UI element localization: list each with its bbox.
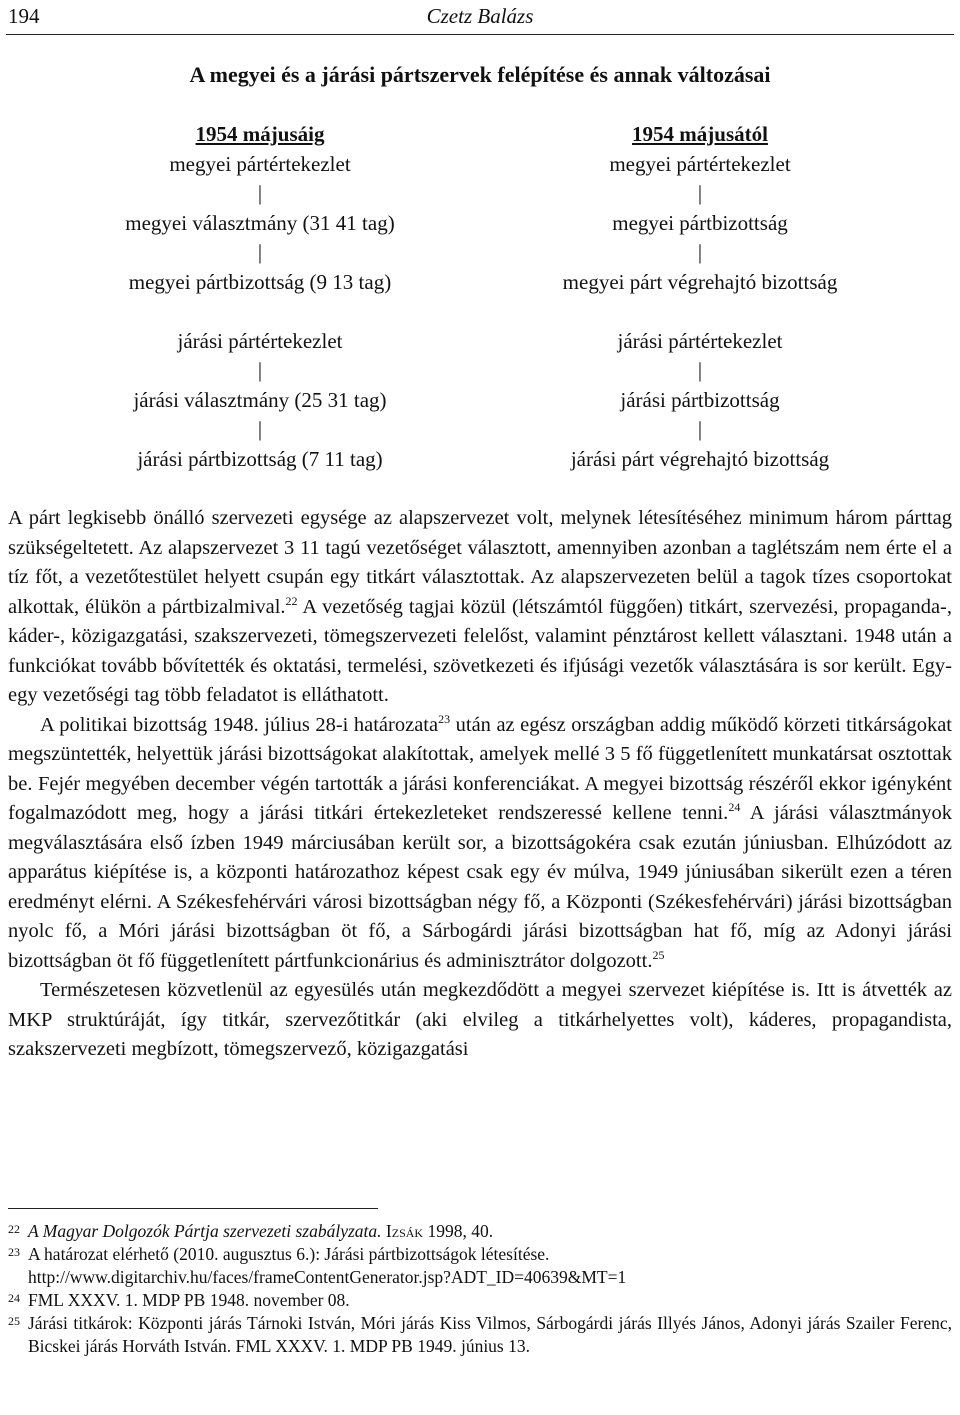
org-node: megyei párt végrehajtó bizottság [562,269,838,294]
page-number: 194 [8,4,40,28]
chart-column-after-1954 [505,120,895,474]
column-heading: 1954 májusától [632,122,768,146]
footnote-text: A határozat elérhető (2010. augusztus 6.): Járási pártbizottságok létesítése. [28,1244,550,1264]
connector-line: | [257,181,263,205]
footnote-ref[interactable]: 25 [652,947,665,962]
chart-gap [505,297,895,327]
org-node: megyei pártértekezlet [169,151,351,176]
org-node: járási választmány (25 31 tag) [133,387,387,412]
footnote-url-link[interactable]: http://www.digitarchiv.hu/faces/frameContentGenerator.jsp?ADT_ID=40639&MT=1 [28,1267,627,1287]
paragraph-text: után az egész országban addig működő körzeti titkárságokat megszüntették, helyettük járási bizottságokat alakítottak, amelyek mellé 3 5 fő függetlenített munkatársat osztottak be. Fejér megyében december végén tartották a járási konferenciákat. A megyei bizottság részéről ekkor igényként fogalmazódott meg, hogy a járási titkári értekezleteket rendszeressé kellene tenni. [8,713,952,824]
footnote-title: A Magyar Dolgozók Pártja szervezeti szabályzata. [28,1221,382,1241]
footnote-author: Izsák [385,1221,424,1241]
footnote-number: 24 [8,1291,20,1305]
footnote-ref[interactable]: 24 [728,800,741,814]
paragraph-text: A vezetőség tagjai közül (létszámtól függően) titkárt, szervezési, propaganda-, káder-, közigazgatási, szakszervezeti, tömegszervezeti felelőst, valamint pénztárost kellett választani. 1948 után a funkciókat tovább bővítették és oktatási, termelési, szövetkezeti és ifjúsági vezetők választására is sor került. Egy-egy vezetőségi tag több feladatot is elláthatott. [8,595,952,706]
org-node: járási pártbizottság [620,387,780,412]
paragraph-2 [8,711,952,977]
connector-line: | [697,358,703,382]
org-node: járási pártértekezlet [177,328,343,353]
chart-column-before-1954 [70,120,450,474]
paragraph-text: A politikai bizottság 1948. július 28-i határozata [40,713,439,736]
footnotes [8,1220,952,1358]
footnote-ref[interactable]: 23 [438,711,451,726]
footnote-24 [8,1289,952,1312]
footnote-23 [8,1243,952,1289]
footnote-number: 25 [8,1314,20,1328]
connector-line: | [257,358,263,382]
org-node: megyei pártbizottság [612,210,788,235]
footnote-number: 23 [8,1245,20,1259]
org-node: megyei pártbizottság (9 13 tag) [128,269,392,294]
connector-line: | [257,417,263,441]
connector-line: | [257,240,263,264]
paragraph-1 [8,504,952,711]
footnote-separator [8,1208,378,1209]
paragraph-text: A járási választmányok megválasztására első ízben 1949 márciusában került sor, a bizottságokéra csak ezután júniusban. Elhúzódott az apparátus kiépítése is, a központi határozathoz képest csak egy év múlva, 1949 júniusában sikerült ezen a téren eredményt elérni. A Székesfehérvári városi bizottságban négy fő, a Központi (Székesfehérvári) járási bizottságban nyolc fő, a Móri járási bizottságban öt fő, a Sárbogárdi járási bizottságban hat fő, míg az Adonyi járási bizottságban öt fő függetlenített pártfunkcionárius és adminisztrátor dolgozott. [8,802,952,972]
footnote-text: Járási titkárok: Központi járás Tárnoki István, Móri járás Kiss Vilmos, Sárbogárdi járás Illyés János, Adonyi járás Szailer Ferenc, Bicskei járás Horváth István. FML XXXV. 1. MDP PB 1949. június 13. [28,1313,952,1356]
org-structure-chart [0,120,960,480]
paragraph-3: Természetesen közvetlenül az egyesülés után megkezdődött a megyei szervezet kiépítése is. Itt is átvették az MKP struktúráját, így titkár, szervezőtitkár (aki elvileg a titkárhelyettes volt), káderes, propagandista, szakszervezeti megbízott, tömegszervező, közigazgatási [8,979,952,1060]
paragraph-text: A párt legkisebb önálló szervezeti egysége az alapszervezet volt, melynek létesítéséhez minimum három párttag szükségeltetett. Az alapszervezet 3 11 tagú vezetőséget választott, amennyiben azonban a taglétszám nem érte el a tíz főt, a vezetőtestület helyett csupán egy titkárt választottak. Az alapszervezeten belül a tagok tízes csoportokat alkottak, élükön a pártbizalmival. [8,507,952,618]
footnote-25 [8,1312,952,1358]
org-node: járási pártbizottság (7 11 tag) [137,446,383,471]
section-title: A megyei és a járási pártszervek felépítése és annak változásai [189,62,771,87]
header-rule [6,34,954,35]
running-head-author: Czetz Balázs [426,4,534,28]
footnote-text: 1998, 40. [423,1221,494,1241]
org-node: járási párt végrehajtó bizottság [570,446,830,471]
column-heading: 1954 májusáig [195,122,325,146]
chart-gap [70,297,450,327]
org-node: megyei pártértekezlet [609,151,791,176]
connector-line: | [697,240,703,264]
connector-line: | [697,417,703,441]
footnote-text: FML XXXV. 1. MDP PB 1948. november 08. [28,1290,350,1310]
body-text [8,504,952,1065]
page-header [6,0,954,32]
footnote-number: 22 [8,1222,20,1236]
org-node: járási pártértekezlet [617,328,783,353]
org-node: megyei választmány (31 41 tag) [125,210,395,235]
footnote-ref[interactable]: 22 [285,593,298,608]
connector-line: | [697,181,703,205]
footnote-22 [8,1220,952,1243]
